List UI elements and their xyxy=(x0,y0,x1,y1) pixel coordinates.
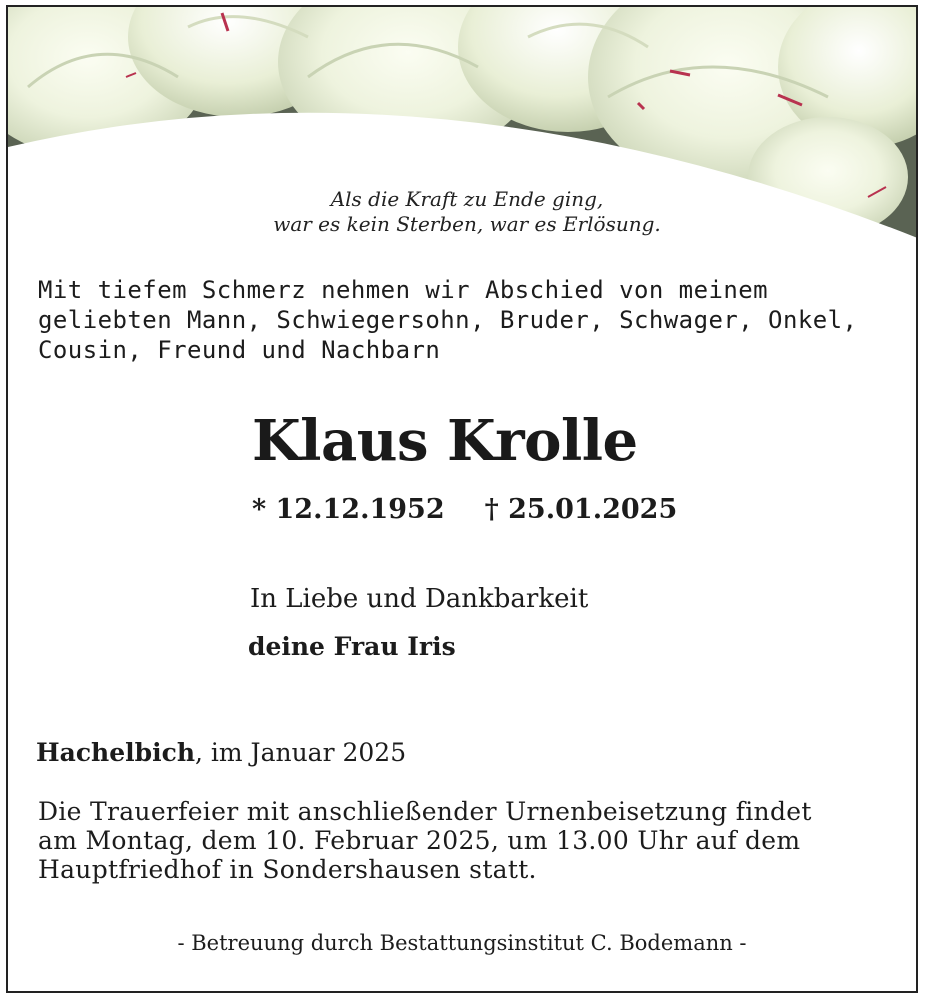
obituary-frame xyxy=(6,5,918,993)
motto-quote xyxy=(8,187,916,237)
deceased-name: Klaus Krolle xyxy=(252,408,638,474)
place-date: , im Januar 2025 xyxy=(195,738,407,767)
death-date: † 25.01.2025 xyxy=(484,494,678,525)
intro-paragraph xyxy=(38,275,892,365)
motto-line-2: war es kein Sterben, war es Erlösung. xyxy=(273,212,661,236)
ceremony-line-2: am Montag, dem 10. Februar 2025, um 13.00 Uhr auf dem xyxy=(38,826,801,855)
motto-line-1: Als die Kraft zu Ende ging, xyxy=(330,187,604,211)
intro-line-1: Mit tiefem Schmerz nehmen wir Abschied von meinem xyxy=(38,276,769,304)
intro-line-2: geliebten Mann, Schwiegersohn, Bruder, Schwager, Onkel, xyxy=(38,306,858,334)
signature: deine Frau Iris xyxy=(248,632,456,661)
intro-line-3: Cousin, Freund und Nachbarn xyxy=(38,336,441,364)
ceremony-line-1: Die Trauerfeier mit anschließender Urnenbeisetzung findet xyxy=(38,797,812,826)
ceremony-line-3: Hauptfriedhof in Sondershausen statt. xyxy=(38,855,537,884)
place-town: Hachelbich xyxy=(36,738,195,767)
ceremony-info xyxy=(38,797,916,884)
place-date-line xyxy=(36,737,916,769)
undertaker-credit: - Betreuung durch Bestattungsinstitut C. Bodemann - xyxy=(177,931,747,955)
life-dates xyxy=(252,493,916,527)
birth-date: * 12.12.1952 xyxy=(252,494,445,525)
closing-phrase: In Liebe und Dankbarkeit xyxy=(250,584,589,614)
